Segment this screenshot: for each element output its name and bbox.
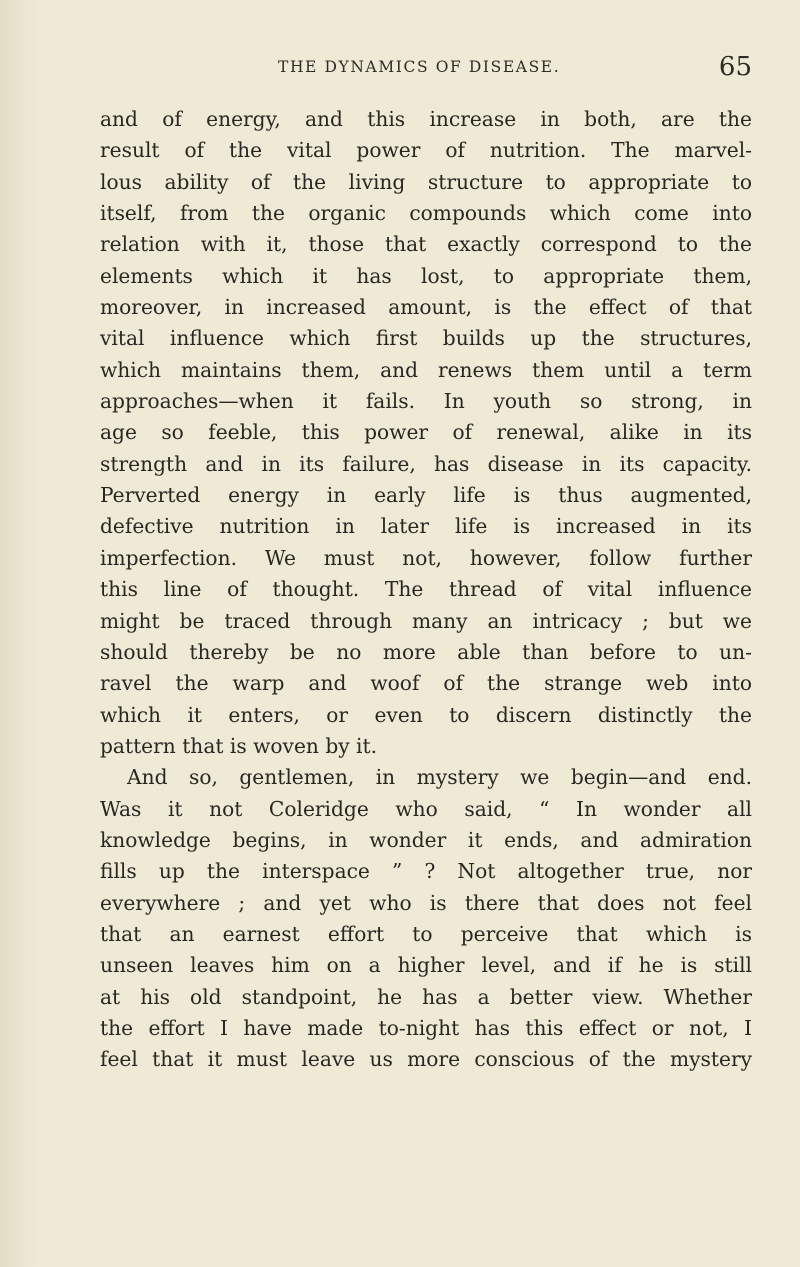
- text-line: approaches—when it fails. In youth so strong, in: [100, 389, 752, 414]
- text-line: result of the vital power of nutrition. The marvel-: [100, 138, 752, 163]
- running-head: THE DYNAMICS OF DISEASE.: [278, 58, 561, 76]
- text-line: at his old standpoint, he has a better view. Whether: [100, 984, 752, 1009]
- text-line: should thereby be no more able than before to un-: [100, 639, 752, 664]
- text-line: vital influence which first builds up the structures,: [100, 326, 752, 351]
- text-line: feel that it must leave us more conscious of the mystery: [100, 1047, 752, 1072]
- text-line: which maintains them, and renews them until a term: [100, 357, 752, 382]
- text-line: age so feeble, this power of renewal, alike in its: [100, 420, 752, 445]
- text-line: itself, from the organic compounds which come into: [100, 201, 752, 226]
- text-line: unseen leaves him on a higher level, and if he is still: [100, 953, 752, 978]
- text-line: elements which it has lost, to appropriate them,: [100, 263, 752, 288]
- text-line: which it enters, or even to discern distinctly the: [100, 702, 752, 727]
- text-line: might be traced through many an intricacy ; but we: [100, 608, 752, 633]
- text-line: and of energy, and this increase in both, are the: [100, 107, 752, 131]
- body-text: [100, 104, 752, 1076]
- text-line: moreover, in increased amount, is the effect of that: [100, 295, 752, 320]
- page-header: [100, 52, 752, 88]
- text-line: knowledge begins, in wonder it ends, and admiration: [100, 827, 752, 852]
- text-line: relation with it, those that exactly correspond to the: [100, 232, 752, 257]
- text-line: Was it not Coleridge who said, “ In wonder all: [100, 796, 752, 821]
- text-line: fills up the interspace ” ? Not altogether true, nor: [100, 859, 752, 884]
- text-line: everywhere ; and yet who is there that does not feel: [100, 890, 752, 915]
- text-line: ravel the warp and woof of the strange web into: [100, 671, 752, 696]
- text-line: this line of thought. The thread of vital influence: [100, 577, 752, 602]
- text-line: Perverted energy in early life is thus augmented,: [100, 483, 752, 508]
- paragraph-end-line: pattern that is woven by it.: [100, 733, 378, 758]
- text-line: defective nutrition in later life is increased in its: [100, 514, 752, 539]
- text-line: strength and in its failure, has disease in its capacity.: [100, 451, 752, 476]
- page-number: 65: [718, 52, 752, 82]
- text-line: that an earnest effort to perceive that which is: [100, 921, 752, 946]
- text-line: lous ability of the living structure to appropriate to: [100, 169, 752, 194]
- text-line: imperfection. We must not, however, follow further: [100, 545, 752, 570]
- text-line: the effort I have made to-night has this effect or not, I: [100, 1015, 752, 1040]
- paragraph-start-line: And so, gentlemen, in mystery we begin—and end.: [127, 765, 752, 790]
